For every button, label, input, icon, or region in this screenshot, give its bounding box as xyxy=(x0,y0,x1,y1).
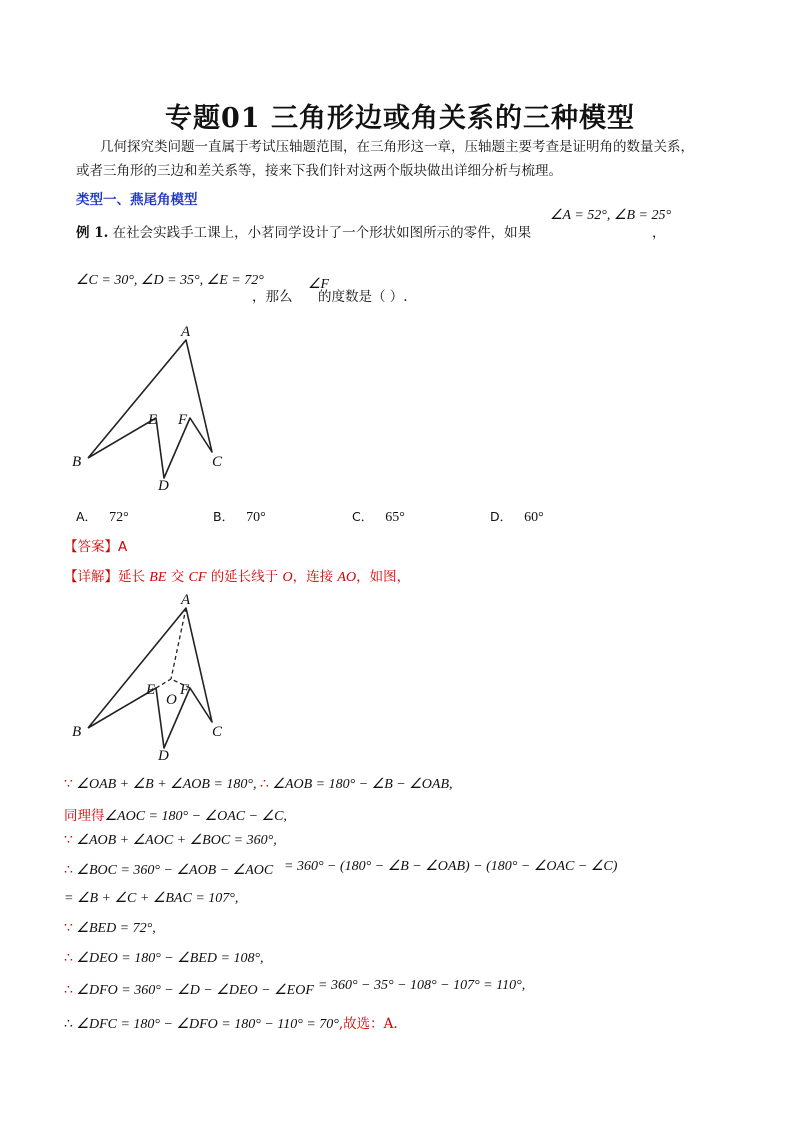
option-b-letter: B． xyxy=(213,509,235,524)
figure-1-label-b: B xyxy=(72,454,82,470)
swallowtail-figure-1 xyxy=(60,318,260,498)
solution-line-2: 同理得∠AOC = 180° − ∠OAC − ∠C, xyxy=(64,808,287,824)
answer-line xyxy=(64,536,127,558)
figure-1-label-e: E xyxy=(148,412,158,428)
figure-2-outline xyxy=(88,608,212,748)
page-title: 专题01 三角形边或角关系的三种模型 xyxy=(165,103,635,134)
detail-line: 【详解】延长 BE 交 CF 的延长线于 O，连接 AO，如图， xyxy=(64,569,411,585)
figure-2-label-o: O xyxy=(166,692,177,708)
figure-2-extension-be xyxy=(156,679,171,688)
detail-tag: 【详解】 xyxy=(64,569,118,585)
answer-tag: 【答案】 xyxy=(64,539,118,555)
intro-line-1: 几何探究类问题一直属于考试压轴题范围，在三角形这一章，压轴题主要考查是证明角的数量关系， xyxy=(100,139,694,155)
option-a xyxy=(76,506,129,526)
figure-2-label-d: D xyxy=(158,748,169,764)
option-d-value: 60° xyxy=(524,510,544,525)
option-b xyxy=(213,506,266,526)
option-d xyxy=(490,506,544,526)
solution-line-9: ∴ ∠DFC = 180° − ∠DFO = 180° − 110° = 70°,故选：A. xyxy=(64,1016,398,1032)
example-comma: ， xyxy=(652,225,666,241)
figure-2-segment-ao xyxy=(171,608,186,679)
figure-2-label-f: F xyxy=(180,682,190,698)
example-text-a: 在社会实践手工课上，小茗同学设计了一个形状如图所示的零件，如果 xyxy=(112,225,532,241)
swallowtail-figure-2 xyxy=(60,590,260,770)
solution-line-1: ∵ ∠OAB + ∠B + ∠AOB = 180°, ∴ ∠AOB = 180° − ∠B − ∠OAB, xyxy=(64,777,453,792)
option-c-letter: C． xyxy=(352,509,374,524)
example-condition-b: ∠C = 30°, ∠D = 35°, ∠E = 72° xyxy=(76,273,264,288)
example-angle-f: ∠F xyxy=(308,277,330,292)
figure-1-label-a: A xyxy=(181,324,191,340)
intro-line-2: 或者三角形的三边和差关系等，接来下我们针对这两个版块做出详细分析与梳理。 xyxy=(76,163,562,179)
figure-2-label-b: B xyxy=(72,724,82,740)
detail-segment-cf: CF xyxy=(188,570,207,585)
option-c-value: 65° xyxy=(385,510,405,525)
section-heading: 类型一、燕尾角模型 xyxy=(76,192,198,208)
option-a-value: 72° xyxy=(109,510,129,525)
detail-segment-ao: AO xyxy=(337,570,357,585)
detail-point-o: O xyxy=(282,570,293,585)
solution-line-5: = ∠B + ∠C + ∠BAC = 107°, xyxy=(64,891,239,906)
example-label: 例 1. xyxy=(76,225,109,241)
solution-line-3: ∵ ∠AOB + ∠AOC + ∠BOC = 360°, xyxy=(64,833,277,848)
detail-segment-be: BE xyxy=(149,570,167,585)
option-d-letter: D． xyxy=(490,509,513,524)
solution-line-4b: = 360° − (180° − ∠B − ∠OAB) − (180° − ∠OAC − ∠C) xyxy=(284,859,618,874)
answer-value: A xyxy=(118,539,128,555)
figure-1-outline xyxy=(88,340,212,478)
example-1-line-1 xyxy=(76,222,531,244)
option-b-value: 70° xyxy=(246,510,266,525)
example-text-c: 的度数是（ ）. xyxy=(318,289,408,305)
option-c xyxy=(352,506,405,526)
solution-line-8b: = 360° − 35° − 108° − 107° = 110°, xyxy=(318,978,526,993)
figure-2-label-a: A xyxy=(181,592,191,608)
solution-line-8a: ∴ ∠DFO = 360° − ∠D − ∠DEO − ∠EOF xyxy=(64,983,314,998)
figure-1-label-c: C xyxy=(212,454,223,470)
solution-line-7: ∴ ∠DEO = 180° − ∠BED = 108°, xyxy=(64,951,264,966)
figure-2-label-e: E xyxy=(146,682,156,698)
figure-1-label-d: D xyxy=(158,478,169,494)
figure-2-label-c: C xyxy=(212,724,223,740)
example-condition-a: ∠A = 52°, ∠B = 25° xyxy=(550,208,672,223)
figure-1-label-f: F xyxy=(178,412,188,428)
option-a-letter: A． xyxy=(76,509,98,524)
solution-line-4a: ∴ ∠BOC = 360° − ∠AOB − ∠AOC xyxy=(64,863,274,878)
solution-line-6: ∵ ∠BED = 72°, xyxy=(64,921,156,936)
example-text-b: ，那么 xyxy=(252,289,293,305)
